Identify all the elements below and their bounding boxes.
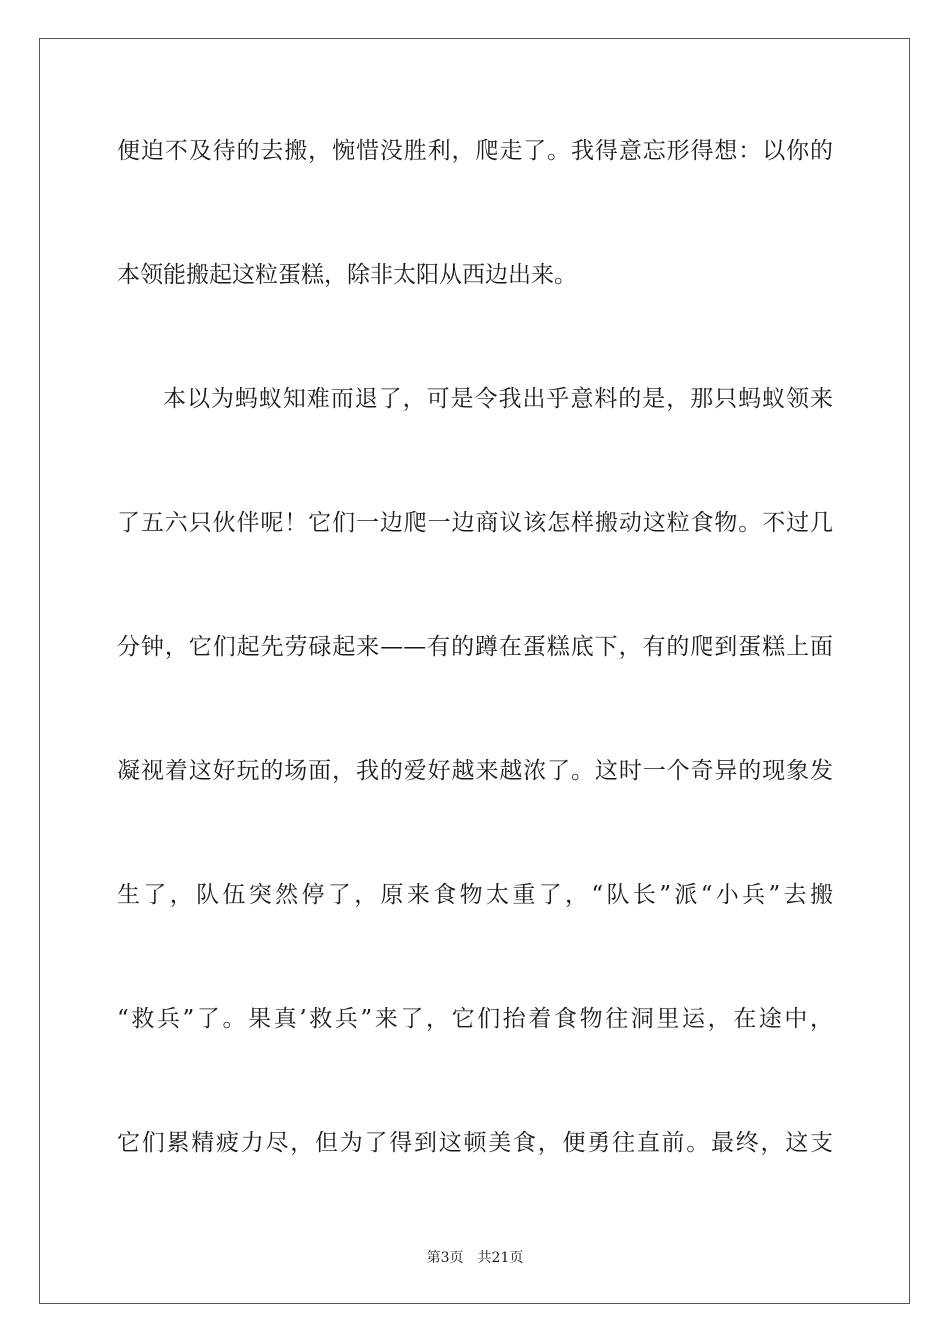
body-text — [117, 120, 833, 1236]
text-line: 它们累精疲力尽，但为了得到这顿美食，便勇往直前。最终，这支 — [117, 1130, 833, 1156]
text-line: 便迫不及待的去搬，惋惜没胜利，爬走了。我得意忘形得想：以你的 — [117, 138, 833, 164]
text-line: 生了，队伍突然停了，原来食物太重了，“队长”派“小兵”去搬 — [117, 882, 833, 908]
text-line: “救兵”了。果真’救兵”来了，它们抬着食物往洞里运，在途中， — [117, 1006, 833, 1032]
text-line: 分钟，它们起先劳碌起来——有的蹲在蛋糕底下，有的爬到蛋糕上面 — [117, 634, 833, 660]
text-line-paragraph-start: 本以为蚂蚁知难而退了，可是令我出乎意料的是，那只蚂蚁领来 — [163, 386, 833, 412]
text-line: 凝视着这好玩的场面，我的爱好越来越浓了。这时一个奇异的现象发 — [117, 758, 833, 784]
page-footer — [0, 1247, 950, 1267]
text-line: 本领能搬起这粒蛋糕，除非太阳从西边出来。 — [117, 262, 577, 288]
total-pages: 共21页 — [477, 1250, 524, 1266]
page-number: 第3页 — [426, 1250, 464, 1266]
text-line: 了五六只伙伴呢！它们一边爬一边商议该怎样搬动这粒食物。不过几 — [117, 510, 833, 536]
